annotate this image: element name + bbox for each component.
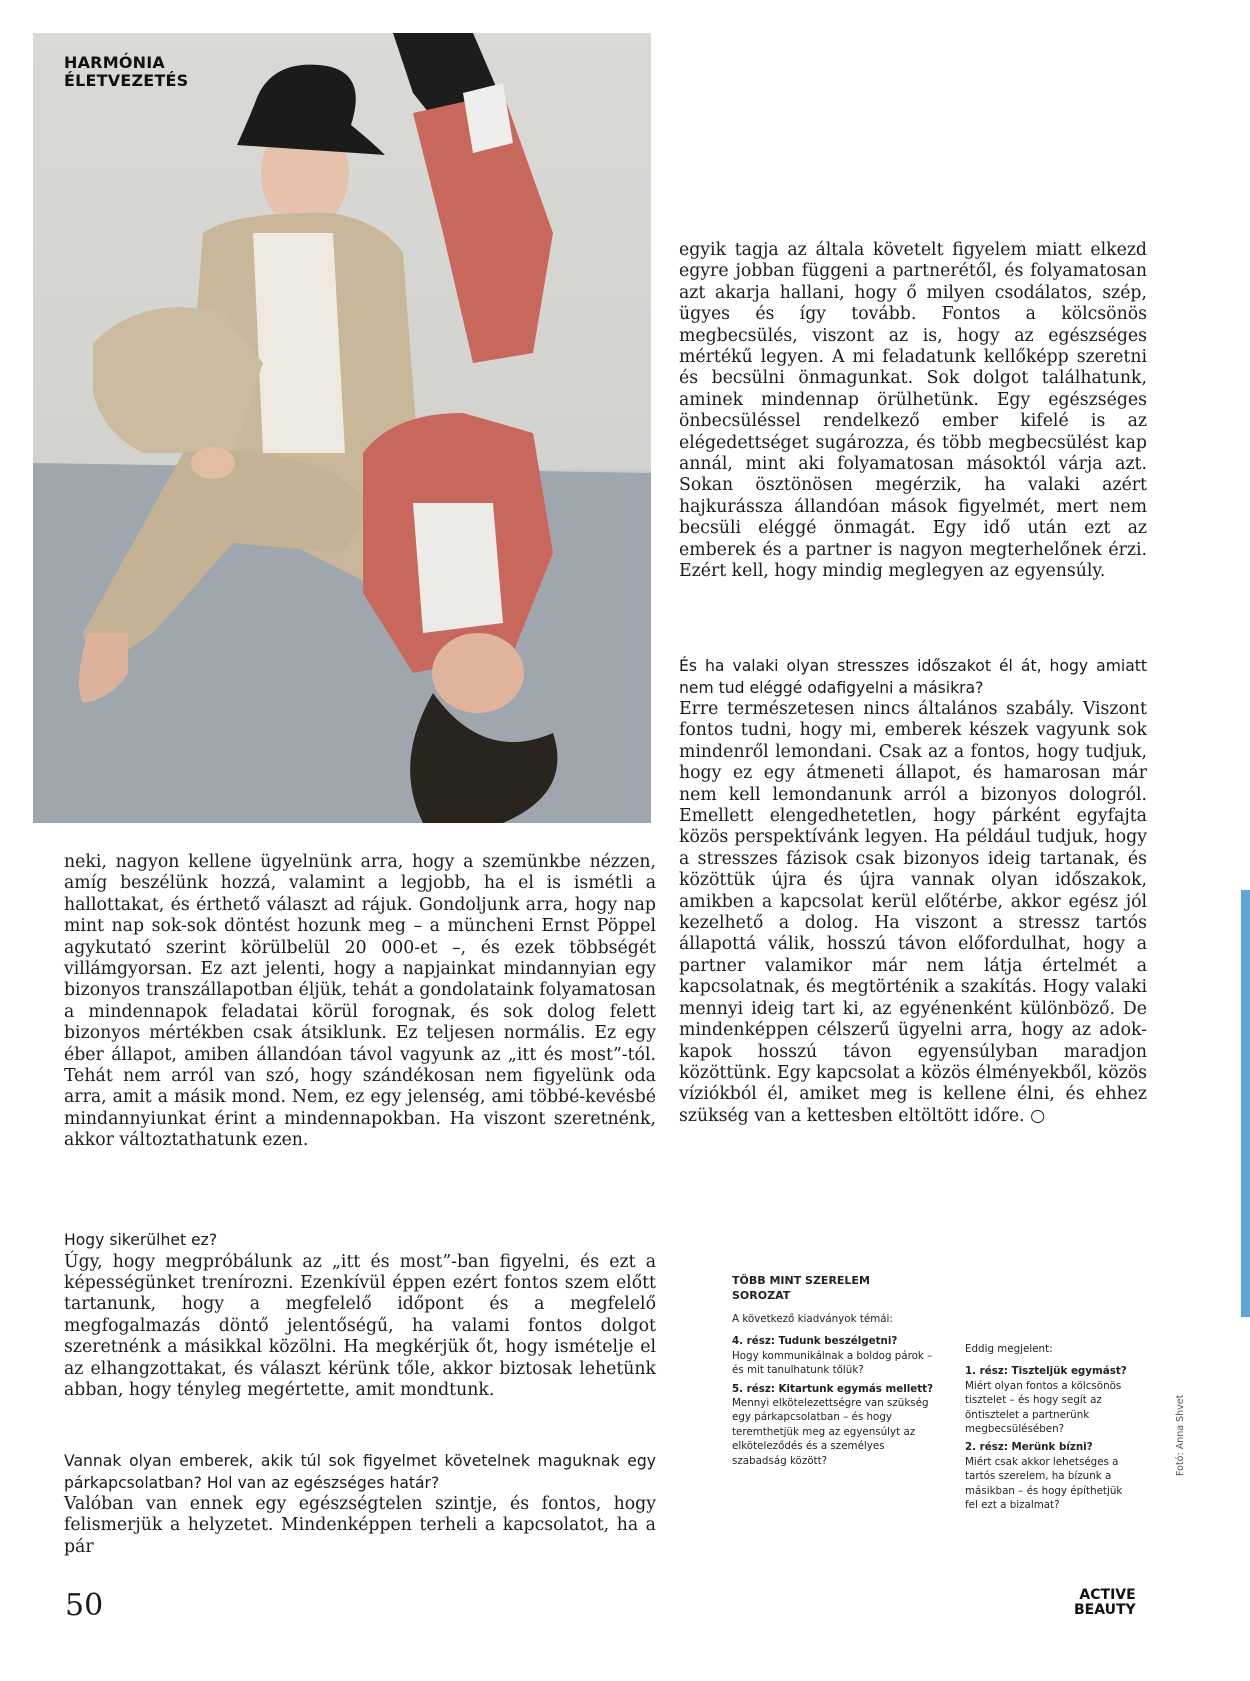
upcoming-intro: A következő kiadványok témái: xyxy=(732,1313,893,1325)
series-box-published xyxy=(965,1342,1133,1516)
magazine-logo xyxy=(1074,1588,1136,1618)
upcoming-item-desc: Hogy kommunikálnak a boldog párok – és mit tanulhatunk tőlük? xyxy=(732,1349,933,1377)
left-column-2 xyxy=(64,1230,656,1401)
published-item xyxy=(965,1440,1133,1512)
right-paragraph-1: egyik tagja az általa követelt figyelem miatt elkezd egyre jobban függeni a partnerétől, és folyamatosan azt akarja hallani, hogy ő milyen csodálatos, szép, ügyes és így tovább. Fontos a kölcsönös megbecsülés, viszont az is, hogy az egészséges mértékű legyen. A mi feladatunk kellőképp szeretni és becsülni önmagunkat. Sok dolgot találhatunk, aminek mindennap örülhetünk. Egy egészséges önbecsüléssel rendelkező ember kifelé is az elégedettséget sugározza, és több megbecsülést kap annál, mint aki folyamatosan másoktól várja azt. Sokan ösztönösen megérzik, ha valaki azért hajkurássza állandóan mások figyelmét, mert nem becsüli eléggé önmagát. Egy idő után ezt az emberek és a partner is nagyon megterhelőnek érzi. Ezért kell, hogy mindig meglegyen az egyensúly. xyxy=(679,240,1147,582)
right-heading-1: És ha valaki olyan stresszes időszakot él át, hogy amiatt nem tud eléggé odafigyelni a másikra? xyxy=(679,657,1147,697)
published-item xyxy=(965,1364,1133,1436)
photo-credit: Fotó: Anna Shvet xyxy=(1175,1394,1186,1476)
page-number: 50 xyxy=(65,1588,104,1623)
left-column xyxy=(64,852,656,1152)
series-title xyxy=(732,1273,937,1303)
published-item-title: 2. rész: Merünk bízni? xyxy=(965,1441,1093,1454)
published-item-desc: Miért olyan fontos a kölcsönös tisztelet – és hogy segít az öntisztelet a partnerünk megbecsülésében? xyxy=(965,1379,1122,1436)
published-item-title: 1. rész: Tiszteljük egymást? xyxy=(965,1365,1127,1378)
magazine-logo-line2: BEAUTY xyxy=(1074,1602,1136,1618)
right-column-2 xyxy=(679,656,1147,1127)
section-tag xyxy=(64,54,188,90)
published-item-desc: Miért csak akkor lehetséges a tartós szerelem, ha bízunk a másikban – és hogy építhetjük fel ezt a bizalmat? xyxy=(965,1455,1123,1512)
section-tag-line1: HARMÓNIA xyxy=(64,53,165,72)
upcoming-item xyxy=(732,1334,937,1377)
left-column-3 xyxy=(64,1451,656,1558)
left-heading-1: Hogy sikerülhet ez? xyxy=(64,1231,218,1249)
series-box-upcoming xyxy=(732,1273,937,1472)
right-column xyxy=(679,240,1147,583)
end-of-article-icon: ○ xyxy=(1030,1105,1046,1126)
photo-illustration xyxy=(33,33,651,823)
left-paragraph-2: Úgy, hogy megpróbálunk az „itt és most”-ban figyelni, és ezt a képességünket trenírozni. Ezenkívül éppen ezért fontos szem előtt tartanunk, hogy a megfelelő időpont és a megfelelő megfogalmazás döntő jelentőségű, ha valami fontos dolgot szeretnénk a másikkal közölni. Ha megkérjük őt, hogy ismételje el az elhangzottakat, és választ kérünk tőle, akkor biztosak lehetünk abban, hogy tényleg megértette, amit mondtunk. xyxy=(64,1251,656,1400)
left-paragraph-3: Valóban van ennek egy egészségtelen szintje, és fontos, hogy felismerjük a helyzetet. Mindenképpen terheli a kapcsolatot, ha a pár xyxy=(64,1494,656,1557)
upcoming-item-title: 5. rész: Kitartunk egymás mellett? xyxy=(732,1382,934,1395)
upcoming-item-title: 4. rész: Tudunk beszélgetni? xyxy=(732,1335,898,1348)
right-paragraph-2: Erre természetesen nincs általános szabály. Viszont fontos tudni, hogy mi, emberek készek vagyunk sok mindenről lemondani. Csak az a fontos, hogy tudjuk, hogy ez egy átmeneti állapot, és hamarosan már nem kell lemondanunk arról a bizonyos dologról. Emellett elengedhetetlen, hogy párként egyfajta közös perspektívánk legyen. Ha például tudjuk, hogy a stresszes fázisok csak bizonyos ideig tartanak, és közöttük újra és újra vannak olyan időszakok, amikben a kapcsolat kerül előtérbe, akkor egész jól kezelhető a dolog. Ha viszont a stressz tartós állapottá válik, hosszú távon előfordulhat, hogy a partner valamikor már nem látja értelmét a kapcsolatnak, és megtörténik a szakítás. Hogy valaki mennyi ideig tart ki, az egyénenként különböző. De mindenképpen célszerű ügyelni arra, hogy az adok-kapok hosszú távon egyensúlyban maradjon közöttünk. Egy kapcsolat a közös élményekből, közös víziókból él, amiket meg is kellene élni, és ehhez szükség van a kettesben eltöltött időre. xyxy=(679,699,1147,1126)
left-heading-2: Vannak olyan emberek, akik túl sok figyelmet követelnek maguknak egy párkapcsolatban? Hol van az egészséges határ? xyxy=(64,1452,656,1492)
series-title-line1: TÖBB MINT SZERELEM xyxy=(732,1274,870,1287)
left-paragraph-1: neki, nagyon kellene ügyelnünk arra, hogy a szemünkbe nézzen, amíg beszélünk hozzá, valamint a legjobb, ha el is ismétli a hallottakat, és érthető választ ad rájuk. Gondoljunk arra, hogy nap mint nap sok-sok döntést hozunk meg – a müncheni Ernst Pöppel agykutató szerint körülbelül 20 000-et –, és ezek többségét villámgyorsan. Ez azt jelenti, hogy a napjainkat mindannyian egy bizonyos transzállapotban éljük, tehát a gondolataink folyamatosan a mindennapok feladatai körül forognak, és sok dolog felett bizonyos mértékben csak átsiklunk. Ez teljesen normális. Ez egy éber állapot, amiben állandóan távol vagyunk az „itt és most”-tól. Tehát nem arról van szó, hogy szándékosan nem figyelünk oda arra, amit a másik mond. Nem, ez egy jelenség, ami többé-kevésbé mindannyiunkat érint a mindennapokban. Ha viszont szeretnénk, akkor változtathatunk ezen. xyxy=(64,852,656,1151)
page-edge-tab xyxy=(1241,890,1250,1317)
series-title-line2: SOROZAT xyxy=(732,1289,791,1302)
article-photo xyxy=(33,33,651,823)
upcoming-item-desc: Mennyi elkötelezettségre van szükség egy párkapcsolatban – és hogy teremthetjük meg az egyensúlyt az elköteleződés és a személyes szabadság között? xyxy=(732,1397,929,1467)
magazine-logo-line1: ACTIVE xyxy=(1079,1587,1136,1603)
upcoming-item xyxy=(732,1382,937,1468)
section-tag-line2: ÉLETVEZETÉS xyxy=(64,71,189,90)
published-intro: Eddig megjelent: xyxy=(965,1343,1053,1355)
